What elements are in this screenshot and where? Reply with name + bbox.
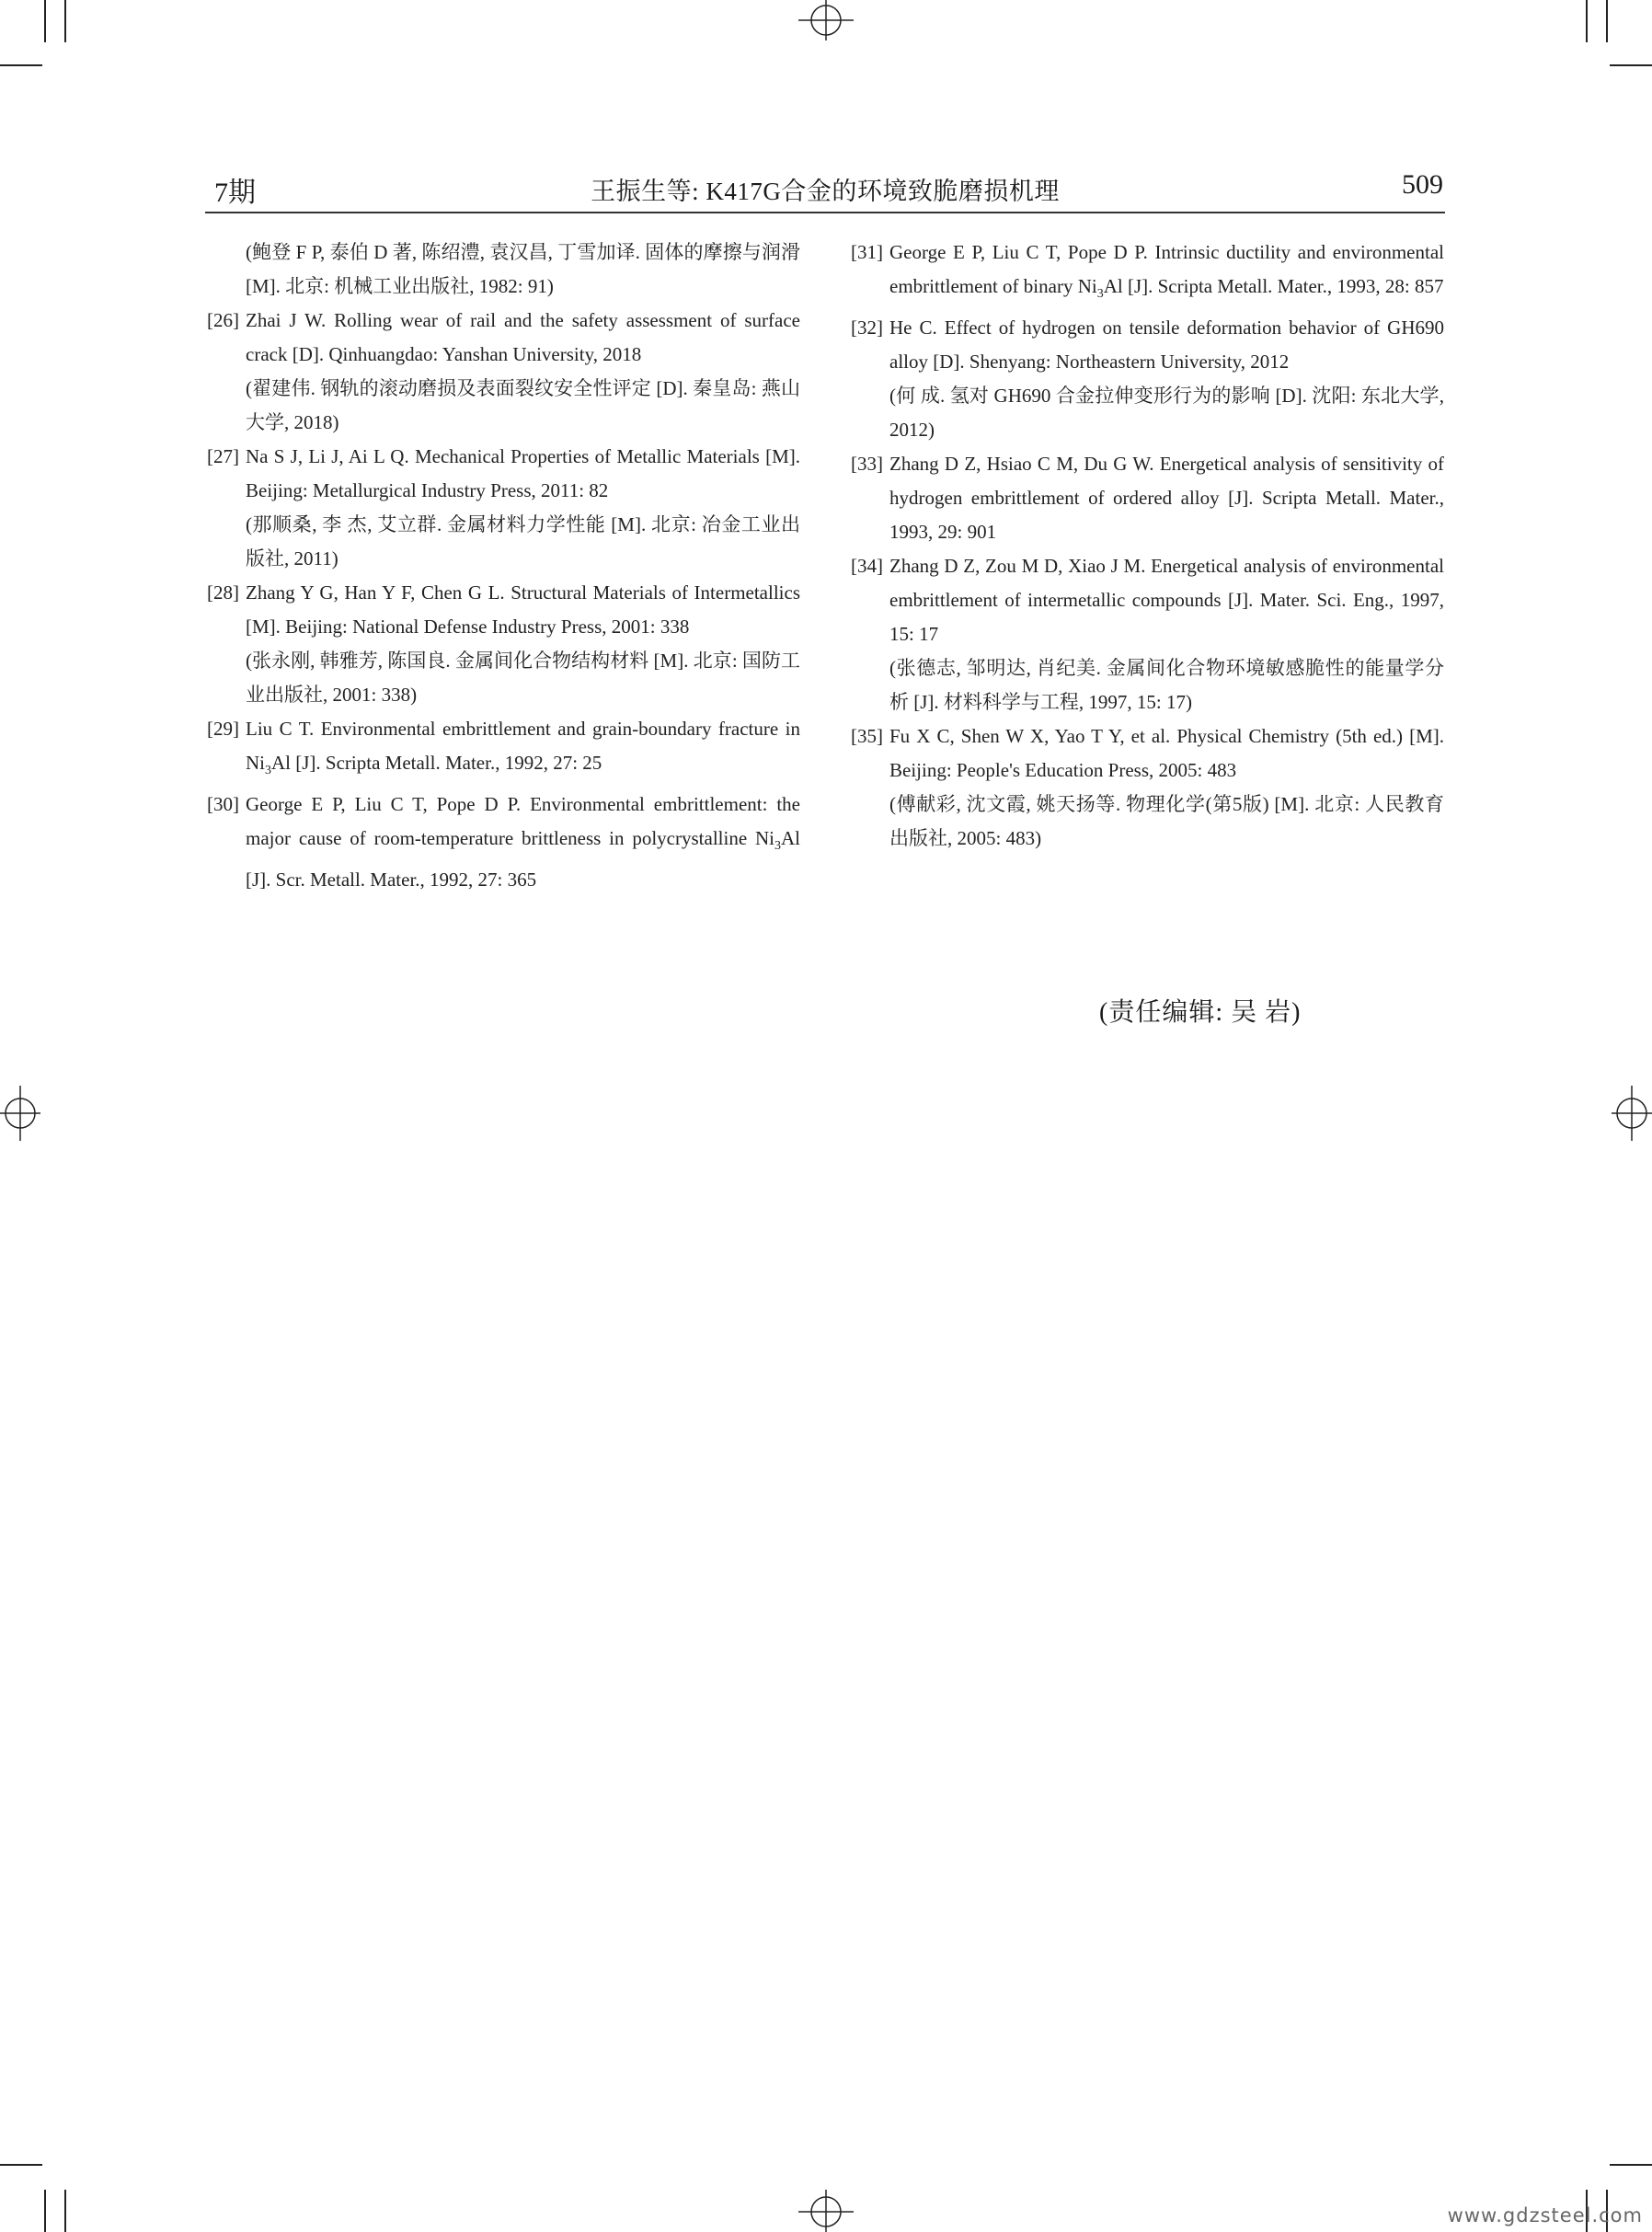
- reference-item: [851, 236, 1444, 311]
- reference-text: George E P, Liu C T, Pope D P. Intrinsic ductility and environmental embrittlement of binary $Ni_3Al$ [J]. Scripta Metall. Mater., 1993, 28: 857: [889, 241, 1444, 302]
- reference-text: Zhang D Z, Hsiao C M, Du G W. Energetical analysis of sensitivity of hydrogen embrittlement of ordered alloy [J]. Scripta Metall. Mater., 1993, 29: 901: [889, 453, 1444, 544]
- reference-item: [851, 719, 1444, 856]
- reference-number: [35]: [851, 725, 883, 748]
- reference-number: [31]: [851, 241, 883, 263]
- reference-number: [28]: [207, 581, 239, 604]
- reference-number: [34]: [851, 555, 883, 578]
- responsible-editor: (责任编辑: 吴 岩): [1099, 998, 1302, 1027]
- references-right-column: [851, 236, 1444, 856]
- reference-number: [32]: [851, 316, 883, 339]
- reference-text: Zhang Y G, Han Y F, Chen G L. Structural Materials of Intermetallics [M]. Beijing: National Defense Industry Press, 2001: 338: [246, 581, 800, 638]
- references-left-column: [207, 236, 800, 897]
- reference-text: Liu C T. Environmental embrittlement and grain-boundary fracture in $Ni_3Al$ [J]. Scripta Metall. Mater., 1992, 27: 25: [246, 718, 800, 778]
- reference-text: George E P, Liu C T, Pope D P. Environmental embrittlement: the major cause of room-temperature brittleness in polycrystalline $Ni_3Al$ [J]. Scr. Metall. Mater., 1992, 27: 365: [246, 793, 800, 892]
- reference-number: [30]: [207, 793, 239, 816]
- reference-item: [851, 549, 1444, 719]
- running-title: 王振生等: K417G合金的环境致脆磨损机理: [591, 178, 1060, 205]
- reference-text: Fu X C, Shen W X, Yao T Y, et al. Physical Chemistry (5th ed.) [M]. Beijing: People's Education Press, 2005: 483: [889, 725, 1444, 782]
- reference-translation: (那顺桑, 李 杰, 艾立群. 金属材料力学性能 [M]. 北京: 冶金工业出版社, 2011): [246, 513, 800, 570]
- registration-mark-right: [1612, 1086, 1652, 1141]
- reference-number: [33]: [851, 453, 883, 476]
- reference-item: [207, 788, 800, 897]
- reference-text: He C. Effect of hydrogen on tensile deformation behavior of GH690 alloy [D]. Shenyang: Northeastern University, 2012: [889, 316, 1444, 374]
- reference-item: [207, 576, 800, 712]
- reference-translation: (傅献彩, 沈文霞, 姚天扬等. 物理化学(第5版) [M]. 北京: 人民教育出版社, 2005: 483): [889, 793, 1444, 850]
- reference-number: [27]: [207, 445, 239, 467]
- reference-number: [26]: [207, 309, 239, 331]
- watermark: www.gdzsteel.com: [1447, 2204, 1643, 2226]
- reference-translation: (张永刚, 韩雅芳, 陈国良. 金属间化合物结构材料 [M]. 北京: 国防工业出版社, 2001: 338): [246, 650, 800, 706]
- issue-number: 7期: [214, 178, 256, 208]
- reference-number: [29]: [207, 718, 239, 740]
- reference-translation: (张德志, 邹明达, 肖纪美. 金属间化合物环境敏感脆性的能量学分析 [J]. 材料科学与工程, 1997, 15: 17): [889, 657, 1444, 714]
- registration-mark-bottom: [798, 2190, 854, 2232]
- reference-translation: (鲍登 F P, 泰伯 D 著, 陈绍澧, 袁汉昌, 丁雪加译. 固体的摩擦与润滑 [M]. 北京: 机械工业出版社, 1982: 91): [246, 241, 800, 297]
- reference-item: [207, 712, 800, 788]
- reference-item: [851, 311, 1444, 447]
- reference-item: [207, 440, 800, 576]
- reference-translation: (何 成. 氢对 GH690 合金拉伸变形行为的影响 [D]. 沈阳: 东北大学, 2012): [889, 385, 1444, 442]
- page-number: 509: [1402, 169, 1443, 200]
- registration-mark-left: [0, 1086, 40, 1141]
- reference-item: [851, 447, 1444, 549]
- reference-translation: (翟建伟. 钢轨的滚动磨损及表面裂纹安全性评定 [D]. 秦皇岛: 燕山大学, 2018): [246, 377, 800, 433]
- reference-text: Zhang D Z, Zou M D, Xiao J M. Energetical analysis of environmental embrittlement of intermetallic compounds [J]. Mater. Sci. Eng., 1997, 15: 17: [889, 555, 1444, 646]
- reference-text: Na S J, Li J, Ai L Q. Mechanical Properties of Metallic Materials [M]. Beijing: Metallurgical Industry Press, 2011: 82: [246, 445, 800, 501]
- reference-item: [207, 236, 800, 304]
- reference-item: [207, 304, 800, 440]
- registration-mark-top: [798, 0, 854, 40]
- running-header: [205, 166, 1445, 213]
- reference-text: Zhai J W. Rolling wear of rail and the safety assessment of surface crack [D]. Qinhuangdao: Yanshan University, 2018: [246, 309, 800, 365]
